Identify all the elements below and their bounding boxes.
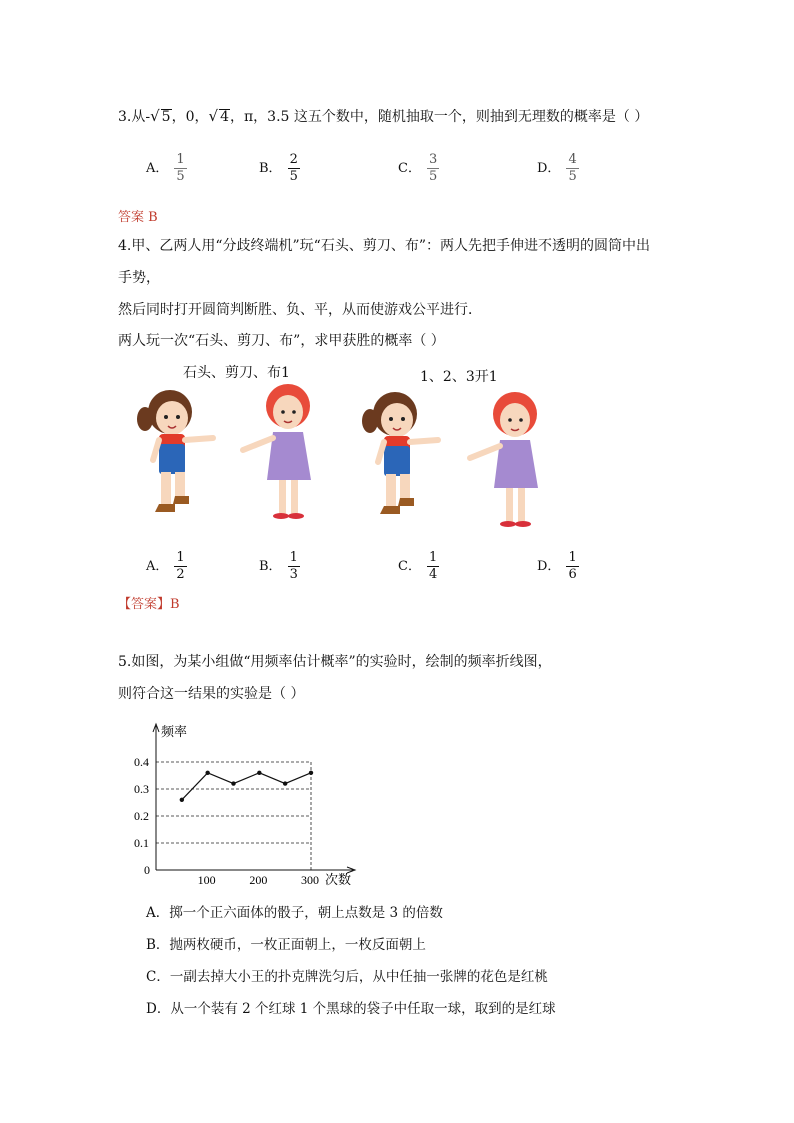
denominator: 5 <box>568 169 577 184</box>
y-tick-label: 0.3 <box>134 782 149 796</box>
q5-line2: 则符合这一结果的实验是（ ） <box>118 686 305 702</box>
data-point <box>283 781 287 785</box>
numerator: 1 <box>289 550 298 565</box>
fraction <box>566 152 578 185</box>
q4-option-c[interactable] <box>398 550 439 583</box>
option-label: C． <box>398 559 421 574</box>
q4-answer: 【答案】B <box>118 597 180 612</box>
numerator: 3 <box>428 152 438 167</box>
denominator: 5 <box>176 169 185 184</box>
y-tick-label: 0.2 <box>134 809 149 823</box>
q5-choice-b[interactable]: B．抛两枚硬币，一枚正面朝上，一枚反面朝上 <box>146 937 426 953</box>
option-label: D． <box>537 559 561 574</box>
numerator: 1 <box>176 550 185 565</box>
frequency-line-chart <box>125 718 375 893</box>
fraction <box>288 152 300 185</box>
x-tick-label: 300 <box>301 873 319 887</box>
option-label: C． <box>398 161 421 176</box>
x-tick-label: 0 <box>144 863 150 877</box>
option-label: B． <box>259 559 282 574</box>
option-label: B． <box>259 161 282 176</box>
fraction <box>288 550 300 583</box>
sqrt-symbol: √ <box>150 107 160 125</box>
x-tick-label: 100 <box>197 873 216 887</box>
sqrt-symbol: √ <box>208 107 219 125</box>
denominator: 6 <box>568 567 577 582</box>
fraction <box>566 550 578 583</box>
option-label: A． <box>146 161 169 176</box>
q3-prefix: 3.从- <box>118 109 151 125</box>
q4-option-b[interactable] <box>259 550 300 583</box>
q3-option-d[interactable] <box>537 152 579 185</box>
denominator: 2 <box>176 567 185 582</box>
q3-option-a[interactable] <box>146 152 187 185</box>
q4-option-d[interactable] <box>537 550 579 583</box>
fraction <box>427 152 439 185</box>
data-point <box>231 781 235 785</box>
q3-answer: 答案 B <box>118 210 158 225</box>
illustration-caption-right: 1、2、3开1 <box>420 369 498 385</box>
fraction <box>174 152 186 185</box>
q3-root1: 5 <box>161 109 171 125</box>
q3-stem <box>118 106 648 127</box>
q4-line3: 然后同时打开圆筒判断胜、负、平，从而使游戏公平进行． <box>118 302 482 318</box>
denominator: 4 <box>428 567 438 582</box>
data-point <box>180 798 184 802</box>
q4-line1: 4.甲、乙两人用“分歧终端机”玩“石头、剪刀、布”：两人先把手伸进不透明的圆筒中出 <box>118 238 650 254</box>
q5-choice-c[interactable]: C．一副去掉大小王的扑克牌洗匀后，从中任抽一张牌的花色是红桃 <box>146 969 548 985</box>
option-label: A． <box>146 559 169 574</box>
q5-choice-a[interactable]: A．掷一个正六面体的骰子，朝上点数是 3 的倍数 <box>146 905 443 921</box>
data-point <box>309 771 313 775</box>
numerator: 1 <box>428 550 438 565</box>
y-tick-label: 0.1 <box>134 836 149 850</box>
y-axis-label: 频率 <box>161 724 188 739</box>
q4-line2: 手势， <box>118 270 160 286</box>
q3-option-b[interactable] <box>259 152 300 185</box>
q3-option-c[interactable] <box>398 152 439 185</box>
q5-choice-d[interactable]: D．从一个装有 2 个红球 1 个黑球的袋子中任取一球，取到的是红球 <box>146 1001 556 1017</box>
x-axis-label: 次数 <box>325 872 352 887</box>
q3-mid: ，0， <box>171 109 209 125</box>
q3-root2: 4 <box>220 109 229 125</box>
numerator: 2 <box>289 152 298 167</box>
data-point <box>205 771 209 775</box>
fraction <box>174 550 186 583</box>
numerator: 4 <box>568 152 577 167</box>
rock-paper-scissors-illustration <box>125 380 575 540</box>
denominator: 5 <box>428 169 438 184</box>
option-label: D． <box>537 161 561 176</box>
data-point <box>257 771 261 775</box>
fraction <box>427 550 439 583</box>
denominator: 5 <box>289 169 298 184</box>
q4-line4: 两人玩一次“石头、剪刀、布”，求甲获胜的概率（ ） <box>118 333 445 349</box>
denominator: 3 <box>289 567 298 582</box>
q5-line1: 5.如图，为某小组做“用频率估计概率”的实验时，绘制的频率折线图， <box>118 654 552 670</box>
q3-rest: ，π，3.5 这五个数中，随机抽取一个，则抽到无理数的概率是（ ） <box>229 109 649 125</box>
x-tick-label: 200 <box>249 873 268 887</box>
chart-line <box>180 771 314 802</box>
y-tick-label: 0.4 <box>134 755 149 769</box>
numerator: 1 <box>176 152 185 167</box>
frequency-line <box>182 773 311 800</box>
numerator: 1 <box>568 550 577 565</box>
q4-option-a[interactable] <box>146 550 187 583</box>
chart-ticks <box>134 755 319 887</box>
chart-grid <box>156 762 311 870</box>
illustration-caption-left: 石头、剪刀、布1 <box>183 365 290 381</box>
